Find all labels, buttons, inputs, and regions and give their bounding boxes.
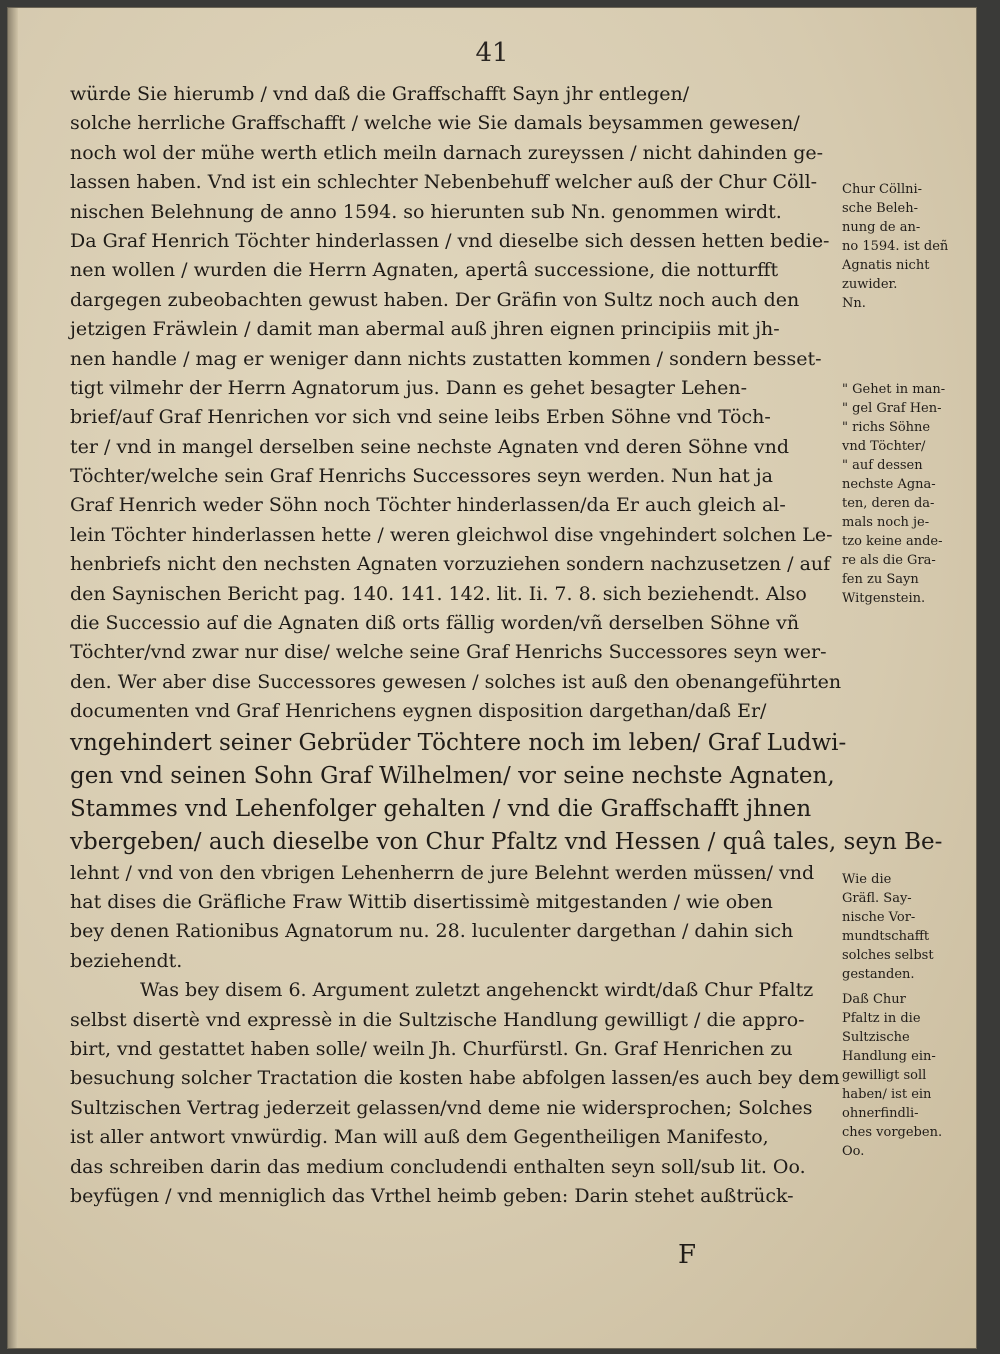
text-line: Töchter/vnd zwar nur dise/ welche seine Graf Henrichs Successores seyn wer-: [70, 641, 827, 664]
text-line: hat dises die Gräfliche Fraw Wittib disertissimè mitgestanden / wie oben: [70, 890, 773, 913]
margin-line: Daß Chur: [842, 992, 906, 1007]
margin-note-chur-pfaltz: [842, 990, 972, 1161]
margin-line: vnd Töchter/: [842, 439, 926, 454]
text-line: nischen Belehnung de anno 1594. so hierunten sub Nn. genommen wirdt.: [70, 200, 782, 223]
text-line: Sultzischen Vertrag jederzeit gelassen/vnd deme nie widersprochen; Solches: [70, 1096, 813, 1119]
text-line: documenten vnd Graf Henrichens eygnen disposition dargethan/daß Er/: [70, 700, 767, 723]
margin-line: nische Vor-: [842, 910, 916, 925]
margin-line: Oo.: [842, 1144, 865, 1159]
margin-line: Pfaltz in die: [842, 1011, 921, 1026]
margin-line: ohnerfindli-: [842, 1106, 919, 1121]
margin-line: Witgenstein.: [842, 591, 926, 606]
margin-line: fen zu Sayn: [842, 572, 919, 587]
book-page: [8, 8, 976, 1348]
text-line: selbst disertè vnd expressè in die Sultzische Handlung gewilligt / die appro-: [70, 1008, 805, 1031]
paragraph-start-line: Was bey disem 6. Argument zuletzt angehenckt wirdt/daß Chur Pfaltz: [140, 979, 814, 1002]
margin-line: re als die Gra-: [842, 553, 936, 568]
signature-mark: F: [678, 1240, 697, 1270]
margin-line: gestanden.: [842, 967, 915, 982]
text-line: tigt vilmehr der Herrn Agnatorum jus. Dann es gehet besagter Lehen-: [70, 376, 748, 399]
page-gutter: [8, 8, 18, 1348]
margin-line: tzo keine ande-: [842, 534, 943, 549]
text-line: jetzigen Fräwlein / damit man abermal auß jhren eignen principiis mit jh-: [70, 318, 780, 341]
text-line: Graf Henrich weder Söhn noch Töchter hinderlassen/da Er auch gleich al-: [70, 494, 786, 517]
text-line: das schreiben darin das medium concludendi enthalten seyn soll/sub lit. Oo.: [70, 1155, 806, 1178]
text-line: den. Wer aber dise Successores gewesen / solches ist auß den obenangeführten: [70, 670, 842, 693]
margin-line: nung de an-: [842, 220, 921, 235]
margin-line: haben/ ist ein: [842, 1087, 932, 1102]
margin-line: nechste Agna-: [842, 477, 936, 492]
text-line: beziehendt.: [70, 949, 183, 972]
text-line: nen wollen / wurden die Herrn Agnaten, apertâ successione, die notturfft: [70, 259, 779, 282]
text-line: lein Töchter hinderlassen hette / weren gleichwol dise vngehindert solchen Le-: [70, 523, 833, 546]
text-line: solche herrliche Graffschafft / welche wie Sie damals beysammen gewesen/: [70, 112, 800, 135]
text-line-large: gen vnd seinen Sohn Graf Wilhelmen/ vor seine nechste Agnaten,: [70, 762, 835, 789]
margin-note-chur-coellnische: [842, 180, 972, 313]
text-line: bey denen Rationibus Agnatorum nu. 28. luculenter dargethan / dahin sich: [70, 920, 794, 943]
margin-line: Agnatis nicht: [842, 258, 930, 273]
margin-line: mundtschafft: [842, 929, 930, 944]
margin-line: Nn.: [842, 296, 866, 311]
text-line: lassen haben. Vnd ist ein schlechter Nebenbehuff welcher auß der Chur Cöll-: [70, 171, 818, 194]
margin-line: ten, deren da-: [842, 496, 935, 511]
margin-line: no 1594. ist deñ: [842, 239, 949, 254]
margin-line: Handlung ein-: [842, 1049, 936, 1064]
text-line: den Saynischen Bericht pag. 140. 141. 142. lit. Ii. 7. 8. sich beziehendt. Also: [70, 582, 807, 605]
text-line-large: Stammes vnd Lehenfolger gehalten / vnd die Graffschafft jhnen: [70, 795, 812, 822]
margin-line: Chur Cöllni-: [842, 182, 923, 197]
margin-line: sche Beleh-: [842, 201, 919, 216]
page-number: 41: [475, 38, 509, 68]
text-line: die Successio auf die Agnaten diß orts fällig worden/vñ derselben Söhne vñ: [70, 612, 800, 635]
text-line: henbriefs nicht den nechsten Agnaten vorzuziehen sondern nachzusetzen / auf: [70, 553, 831, 576]
text-line: nen handle / mag er weniger dann nichts zustatten kommen / sondern besset-: [70, 347, 822, 370]
text-line: lehnt / vnd von den vbrigen Lehenherrn de jure Belehnt werden müssen/ vnd: [70, 861, 815, 884]
text-line: Töchter/welche sein Graf Henrichs Successores seyn werden. Nun hat ja: [70, 465, 773, 488]
margin-line: " Gehet in man-: [842, 382, 946, 397]
text-line: Da Graf Henrich Töchter hinderlassen / vnd dieselbe sich dessen hetten bedie-: [70, 229, 830, 252]
text-line: beyfügen / vnd menniglich das Vrthel heimb geben: Darin stehet außtrück-: [70, 1184, 794, 1207]
margin-line: solches selbst: [842, 948, 934, 963]
margin-note-gehet-in-mangel: [842, 380, 972, 608]
text-line: würde Sie hierumb / vnd daß die Graffschafft Sayn jhr entlegen/: [70, 83, 690, 105]
margin-line: Gräfl. Say-: [842, 891, 912, 906]
margin-line: gewilligt soll: [842, 1068, 927, 1083]
margin-line: " gel Graf Hen-: [842, 401, 942, 416]
text-line: ter / vnd in mangel derselben seine nechste Agnaten vnd deren Söhne vnd: [70, 435, 790, 458]
text-line: ist aller antwort vnwürdig. Man will auß dem Gegentheiligen Manifesto,: [70, 1126, 769, 1149]
margin-line: " auf dessen: [842, 458, 923, 473]
margin-line: zuwider.: [842, 277, 898, 292]
text-line: noch wol der mühe werth etlich meiln darnach zureyssen / nicht dahinden ge-: [70, 141, 824, 164]
margin-note-vormundtschafft: [842, 870, 972, 984]
text-line: dargegen zubeobachten gewust haben. Der Gräfin von Sultz noch auch den: [70, 288, 800, 311]
text-line: brief/auf Graf Henrichen vor sich vnd seine leibs Erben Söhne vnd Töch-: [70, 406, 771, 429]
margin-line: Wie die: [842, 872, 892, 887]
margin-line: Sultzische: [842, 1030, 910, 1045]
text-line-large: vbergeben/ auch dieselbe von Chur Pfaltz vnd Hessen / quâ tales, seyn Be-: [70, 828, 943, 855]
margin-line: ches vorgeben.: [842, 1125, 943, 1140]
margin-line: " richs Söhne: [842, 420, 931, 435]
text-line: birt, vnd gestattet haben solle/ weiln Jh. Churfürstl. Gn. Graf Henrichen zu: [70, 1037, 793, 1060]
text-line: besuchung solcher Tractation die kosten habe abfolgen lassen/es auch bey dem: [70, 1067, 840, 1090]
text-line-large: vngehindert seiner Gebrüder Töchtere noch im leben/ Graf Ludwi-: [70, 729, 847, 756]
margin-line: mals noch je-: [842, 515, 930, 530]
